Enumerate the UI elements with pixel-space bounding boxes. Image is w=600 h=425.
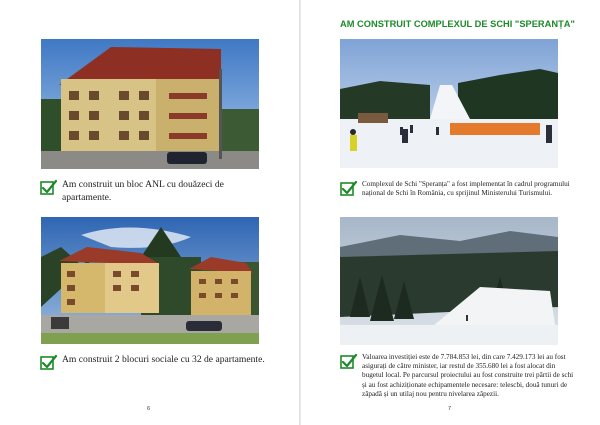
caption-investment [340, 353, 580, 405]
photo-anl-block [41, 39, 259, 169]
checkmark-icon [340, 353, 358, 369]
caption-text: Am construit un bloc ANL cu douăzeci de apartamente. [62, 179, 224, 203]
caption-text: Complexul de Schi "Speranța" a fost implementat în cadrul programului național de Schi în România, cu sprijinul Ministerului Turismului. [362, 180, 570, 198]
photo-ski-slopes [340, 217, 558, 345]
photo-social-blocks [41, 217, 259, 344]
caption-text: Valoarea investiției este de 7.784.853 lei, din care 7.429.173 lei au fost asigurați de către minister, iar restul de 355.680 lei a fost alocat din bugetul local. Pe parcursul proiectului au fost construite trei pârtii de schi și au fost achiziționate echipamentele necesare: telescbi, două tunuri de zăpadă și un utilaj nou pentru nivelarea zăpezii. [362, 353, 574, 398]
checkmark-icon [40, 354, 58, 370]
photo-ski-complex [340, 39, 558, 168]
section-heading: AM CONSTRUIT COMPLEXUL DE SCHI "SPERANȚA" [340, 19, 575, 29]
caption-social-blocks [40, 354, 285, 382]
caption-anl-block [40, 179, 285, 207]
page-fold [299, 0, 301, 425]
caption-text: Am construit 2 blocuri sociale cu 32 de apartamente. [62, 354, 265, 365]
caption-ski-complex [340, 180, 580, 210]
checkmark-icon [340, 180, 358, 196]
page-number-right: 7 [448, 406, 452, 412]
page-number-left: 6 [147, 406, 151, 412]
checkmark-icon [40, 179, 58, 195]
